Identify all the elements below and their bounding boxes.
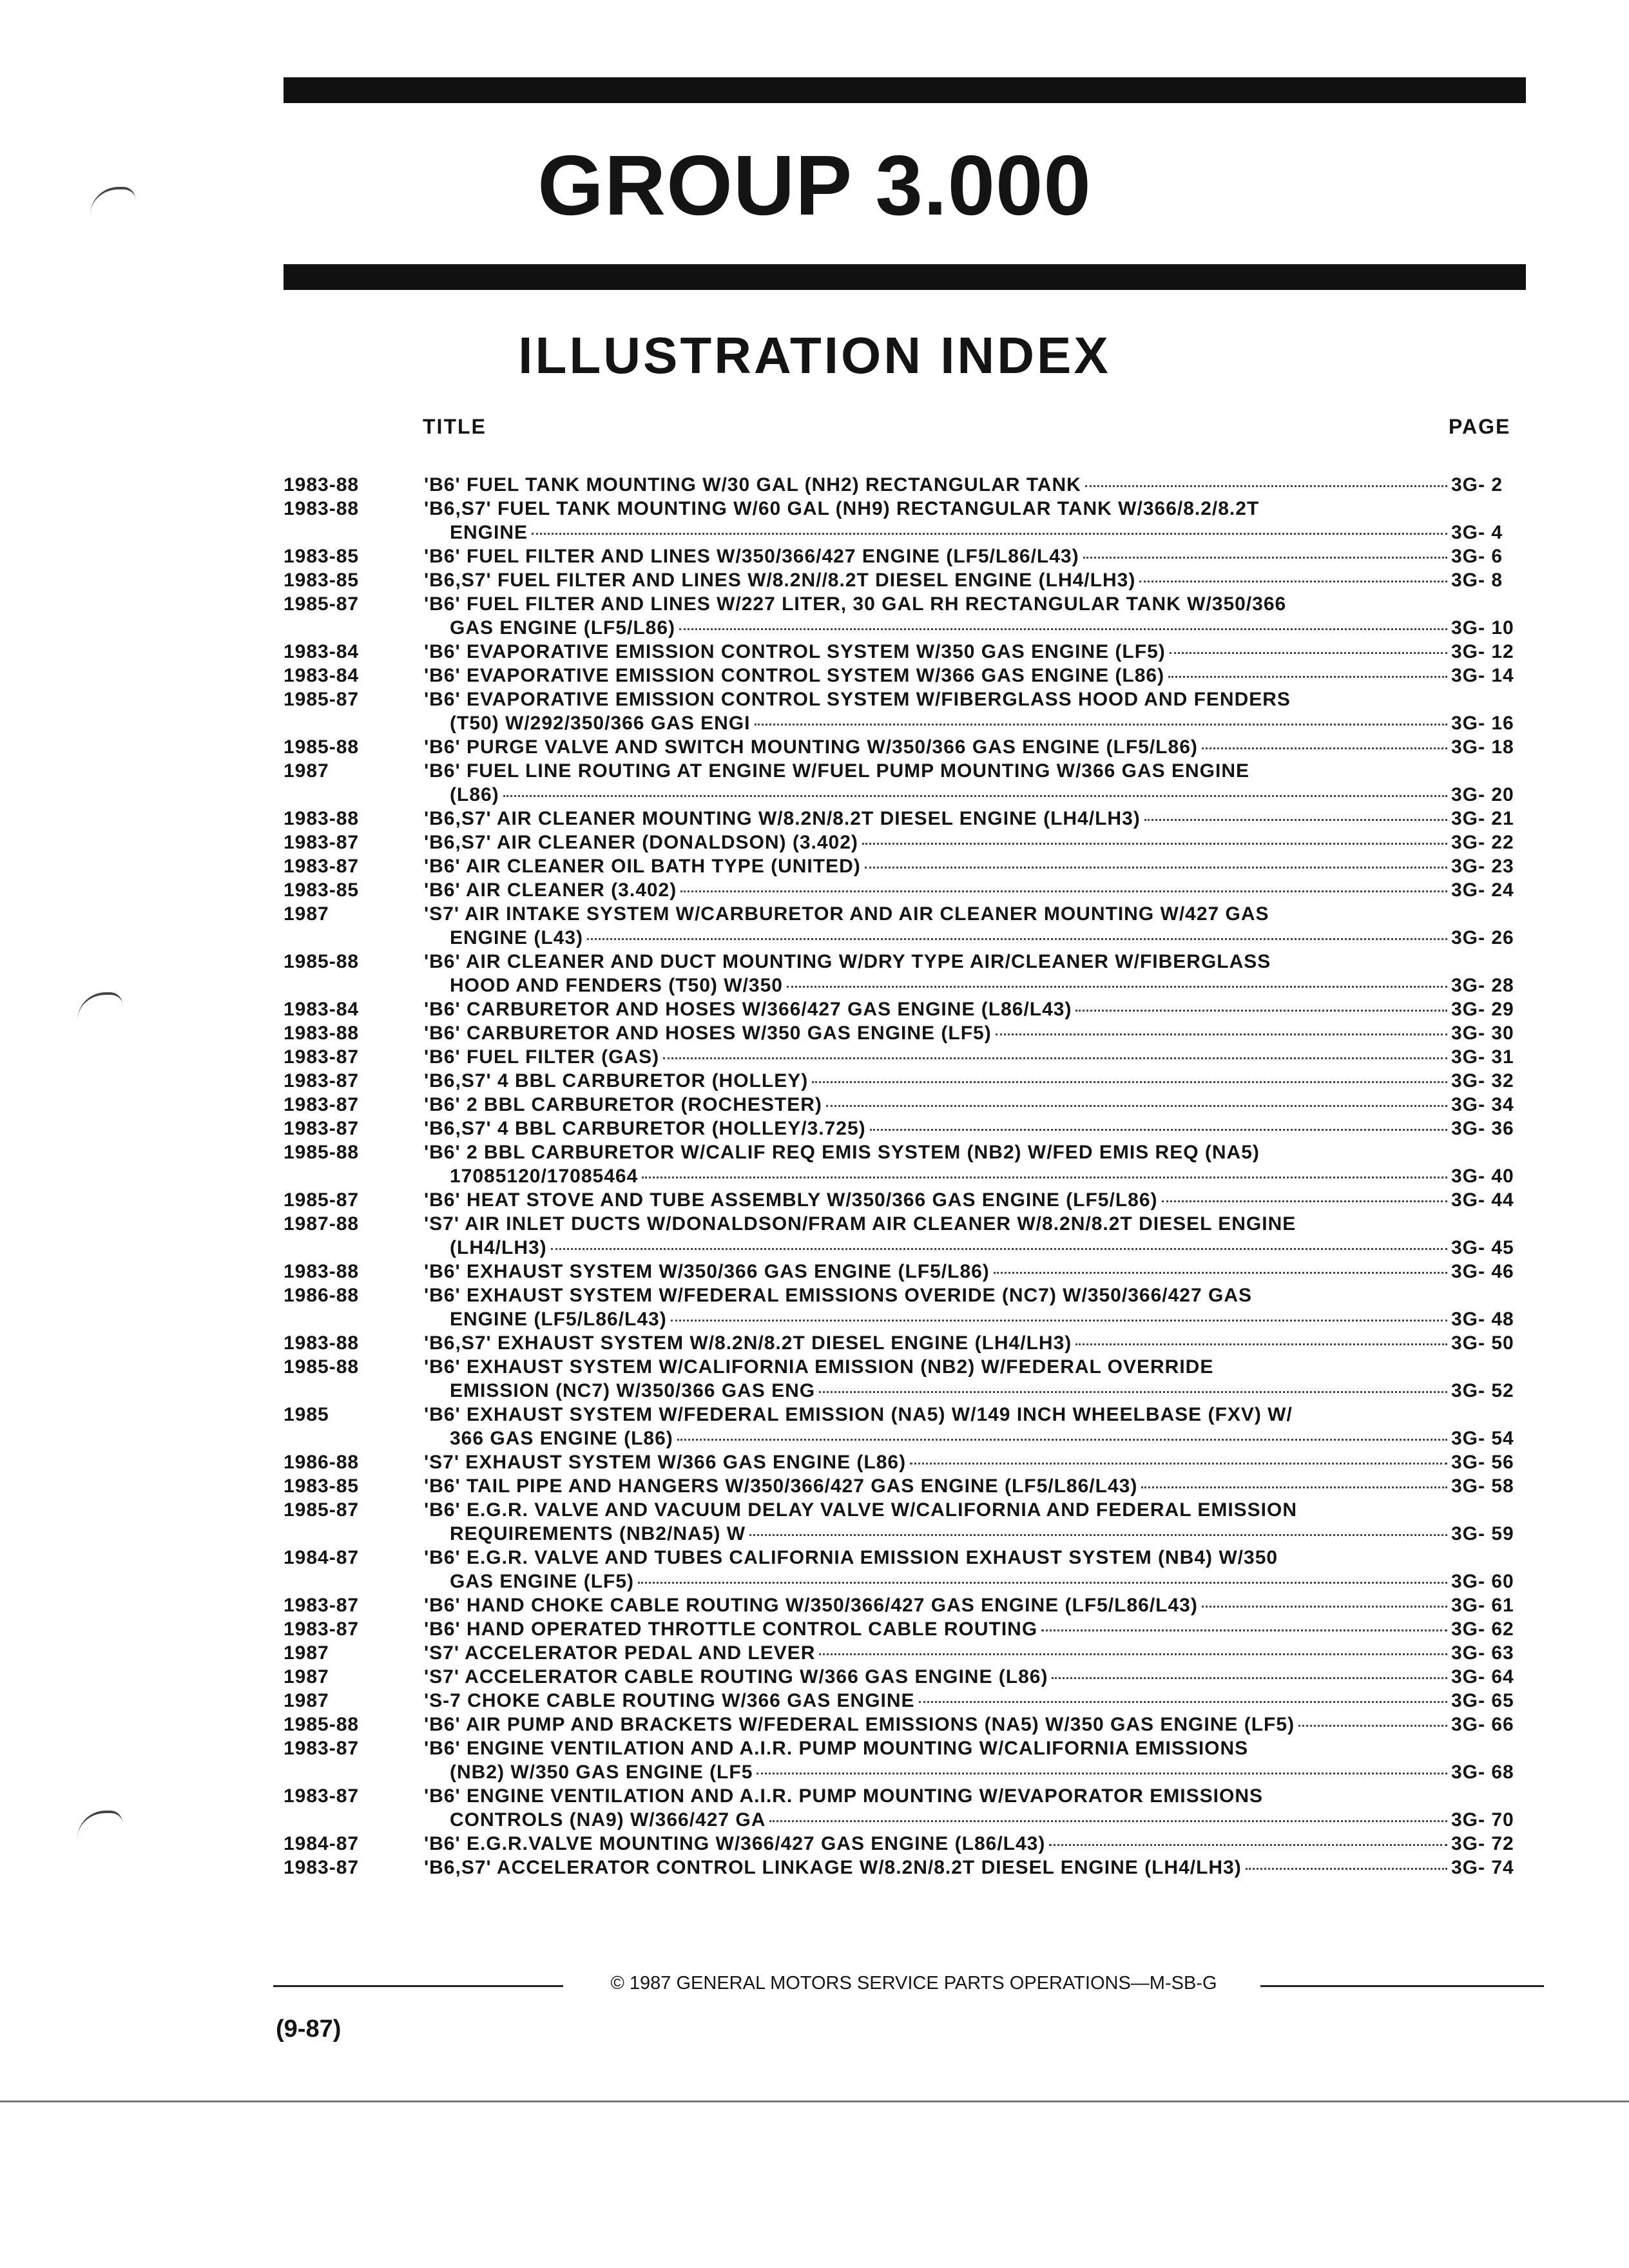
- entry-page: 3G- 10: [1451, 617, 1514, 639]
- entry-title: 'B6' EVAPORATIVE EMISSION CONTROL SYSTEM W/FIBERGLASS HOOD AND FENDERS: [424, 689, 1291, 710]
- entry-title: 'B6' FUEL LINE ROUTING AT ENGINE W/FUEL PUMP MOUNTING W/366 GAS ENGINE: [424, 760, 1250, 782]
- entry-page: 3G- 34: [1451, 1094, 1514, 1115]
- entry-page: 3G- 14: [1451, 665, 1514, 686]
- index-entry: [284, 664, 1527, 687]
- entry-page: 3G- 60: [1451, 1571, 1514, 1592]
- footer-copyright: © 1987 GENERAL MOTORS SERVICE PARTS OPERATIONS—M-SB-G: [610, 1973, 1217, 1994]
- index-entry: [284, 831, 1527, 854]
- page-code: (9-87): [276, 2015, 342, 2042]
- dot-leader: [862, 843, 1447, 845]
- entry-title: ENGINE (L43): [450, 927, 584, 948]
- entry-years: 1986-88: [284, 1452, 360, 1473]
- entry-years: 1985: [284, 1404, 329, 1425]
- entry-title: EMISSION (NC7) W/350/366 GAS ENG: [450, 1380, 816, 1401]
- illustration-index-list: [284, 473, 1527, 1879]
- dot-leader: [1083, 557, 1447, 559]
- entry-title: 'S7' ACCELERATOR CABLE ROUTING W/366 GAS ENGINE (L86): [424, 1666, 1048, 1687]
- dot-leader: [1144, 819, 1447, 821]
- entry-title: GAS ENGINE (LF5): [450, 1571, 635, 1592]
- entry-page: 3G- 24: [1451, 879, 1514, 901]
- dot-leader: [749, 1534, 1447, 1536]
- entry-title: 'B6,S7' EXHAUST SYSTEM W/8.2N/8.2T DIESEL ENGINE (LH4/LH3): [424, 1332, 1072, 1354]
- entry-title: 'B6' HEAT STOVE AND TUBE ASSEMBLY W/350/366 GAS ENGINE (LF5/L86): [424, 1189, 1158, 1211]
- dot-leader: [755, 724, 1447, 726]
- index-entry: [284, 1713, 1527, 1736]
- index-entry: [284, 1665, 1527, 1689]
- entry-years: 1983-88: [284, 1261, 360, 1282]
- entry-title: 'B6' EXHAUST SYSTEM W/FEDERAL EMISSIONS OVERIDE (NC7) W/350/366/427 GAS: [424, 1285, 1252, 1306]
- index-entry: [284, 1689, 1527, 1713]
- entry-years: 1987: [284, 760, 329, 782]
- entry-years: 1985-88: [284, 1356, 360, 1378]
- dot-leader: [787, 986, 1447, 988]
- footer-rule-right: [1260, 1985, 1544, 1987]
- entry-years: 1985-88: [284, 951, 360, 972]
- index-entry: [284, 1617, 1527, 1641]
- index-entry: [284, 592, 1527, 640]
- entry-years: 1987: [284, 1690, 329, 1711]
- entry-years: 1983-88: [284, 474, 360, 495]
- entry-years: 1983-87: [284, 832, 360, 853]
- dot-leader: [1141, 1486, 1447, 1488]
- bottom-rule: [0, 2100, 1629, 2102]
- entry-years: 1984-87: [284, 1833, 360, 1854]
- dot-leader: [1049, 1844, 1447, 1846]
- entry-title: 'B6' TAIL PIPE AND HANGERS W/350/366/427 GAS ENGINE (LF5/L86/L43): [424, 1475, 1138, 1497]
- entry-page: 3G- 29: [1451, 999, 1514, 1020]
- dot-leader: [757, 1773, 1447, 1774]
- header-bar-bottom: [284, 264, 1526, 290]
- entry-years: 1985-87: [284, 1499, 360, 1521]
- index-entry: [284, 1260, 1527, 1283]
- entry-page: 3G- 16: [1451, 713, 1514, 734]
- dot-leader: [994, 1272, 1447, 1274]
- entry-years: 1983-85: [284, 570, 360, 591]
- index-entry: [284, 1856, 1527, 1879]
- entry-page: 3G- 6: [1451, 546, 1503, 567]
- entry-page: 3G- 28: [1451, 975, 1514, 996]
- dot-leader: [1202, 747, 1447, 749]
- dot-leader: [819, 1391, 1447, 1393]
- entry-page: 3G- 58: [1451, 1475, 1514, 1497]
- entry-title: 'B6,S7' FUEL FILTER AND LINES W/8.2N//8.2T DIESEL ENGINE (LH4/LH3): [424, 570, 1136, 591]
- dot-leader: [677, 1439, 1447, 1441]
- entry-page: 3G- 40: [1451, 1166, 1514, 1187]
- entry-title: 'B6,S7' FUEL TANK MOUNTING W/60 GAL (NH9) RECTANGULAR TANK W/366/8.2/8.2T: [424, 498, 1260, 519]
- entry-years: 1983-87: [284, 1046, 360, 1068]
- entry-title: 'B6,S7' ACCELERATOR CONTROL LINKAGE W/8.2N/8.2T DIESEL ENGINE (LH4/LH3): [424, 1857, 1242, 1878]
- dot-leader: [1202, 1606, 1447, 1608]
- index-entry: [284, 1403, 1527, 1450]
- entry-title: 'B6' AIR CLEANER OIL BATH TYPE (UNITED): [424, 856, 861, 877]
- dot-leader: [1162, 1200, 1447, 1202]
- column-header-page: PAGE: [1449, 415, 1511, 438]
- entry-title: HOOD AND FENDERS (T50) W/350: [450, 975, 783, 996]
- dot-leader: [642, 1177, 1447, 1178]
- entry-years: 1985-88: [284, 1142, 360, 1163]
- entry-title: 'B6' E.G.R. VALVE AND TUBES CALIFORNIA EMISSION EXHAUST SYSTEM (NB4) W/350: [424, 1547, 1278, 1568]
- entry-years: 1983-85: [284, 1475, 360, 1497]
- entry-title: 'B6' EXHAUST SYSTEM W/FEDERAL EMISSION (NA5) W/149 INCH WHEELBASE (FXV) W/: [424, 1404, 1293, 1425]
- entry-title: 'B6' PURGE VALVE AND SWITCH MOUNTING W/350/366 GAS ENGINE (LF5/L86): [424, 736, 1198, 758]
- entry-title: 17085120/17085464: [450, 1166, 639, 1187]
- entry-page: 3G- 30: [1451, 1023, 1514, 1044]
- entry-years: 1987: [284, 903, 329, 925]
- dot-leader: [819, 1653, 1447, 1655]
- index-title: ILLUSTRATION INDEX: [518, 327, 1111, 384]
- dot-leader: [1052, 1677, 1447, 1679]
- entry-title: 'B6' FUEL FILTER AND LINES W/227 LITER, 30 GAL RH RECTANGULAR TANK W/350/366: [424, 593, 1287, 615]
- index-entry: [284, 1069, 1527, 1093]
- entry-title: 'B6' ENGINE VENTILATION AND A.I.R. PUMP MOUNTING W/EVAPORATOR EMISSIONS: [424, 1785, 1264, 1807]
- entry-page: 3G- 32: [1451, 1070, 1514, 1091]
- index-entry: [284, 1283, 1527, 1331]
- index-entry: [284, 1546, 1527, 1593]
- entry-title: 'S7' EXHAUST SYSTEM W/366 GAS ENGINE (L86): [424, 1452, 907, 1473]
- entry-title: CONTROLS (NA9) W/366/427 GA: [450, 1809, 766, 1831]
- entry-title: 'B6' HAND OPERATED THROTTLE CONTROL CABLE ROUTING: [424, 1619, 1038, 1640]
- entry-title: (T50) W/292/350/366 GAS ENGI: [450, 713, 751, 734]
- entry-title: GAS ENGINE (LF5/L86): [450, 617, 676, 639]
- entry-title: 'B6,S7' 4 BBL CARBURETOR (HOLLEY): [424, 1070, 809, 1091]
- binder-hole-mark: [77, 992, 122, 1021]
- index-entry: [284, 1331, 1527, 1355]
- index-entry: [284, 1021, 1527, 1045]
- entry-title: 'B6' E.G.R.VALVE MOUNTING W/366/427 GAS ENGINE (L86/L43): [424, 1833, 1046, 1854]
- header-bar-top: [284, 77, 1526, 103]
- entry-years: 1987: [284, 1666, 329, 1687]
- entry-page: 3G- 45: [1451, 1237, 1514, 1258]
- entry-years: 1983-87: [284, 1738, 360, 1759]
- entry-years: 1984-87: [284, 1547, 360, 1568]
- entry-years: 1986-88: [284, 1285, 360, 1306]
- dot-leader: [671, 1320, 1447, 1321]
- entry-years: 1983-87: [284, 1785, 360, 1807]
- index-entry: [284, 1045, 1527, 1069]
- entry-page: 3G- 63: [1451, 1642, 1514, 1664]
- dot-leader: [551, 1248, 1447, 1250]
- entry-years: 1983-85: [284, 546, 360, 567]
- entry-years: 1983-88: [284, 1332, 360, 1354]
- index-entry: [284, 687, 1527, 735]
- dot-leader: [1085, 485, 1447, 487]
- entry-years: 1983-87: [284, 856, 360, 877]
- dot-leader: [812, 1081, 1447, 1083]
- entry-years: 1983-85: [284, 879, 360, 901]
- index-entry: [284, 1212, 1527, 1260]
- entry-page: 3G- 36: [1451, 1118, 1514, 1139]
- entry-title: 'B6' AIR CLEANER AND DUCT MOUNTING W/DRY TYPE AIR/CLEANER W/FIBERGLASS: [424, 951, 1271, 972]
- dot-leader: [769, 1820, 1447, 1822]
- dot-leader: [1075, 1343, 1447, 1345]
- group-title: GROUP 3.000: [537, 138, 1092, 233]
- index-entry: [284, 1832, 1527, 1856]
- dot-leader: [587, 938, 1447, 940]
- entry-title: 'B6' EVAPORATIVE EMISSION CONTROL SYSTEM W/350 GAS ENGINE (LF5): [424, 641, 1166, 662]
- dot-leader: [680, 890, 1447, 892]
- entry-years: 1985-88: [284, 1714, 360, 1735]
- dot-leader: [679, 628, 1447, 630]
- entry-page: 3G- 4: [1451, 522, 1503, 543]
- index-entry: [284, 1188, 1527, 1212]
- index-entry: [284, 497, 1527, 544]
- dot-leader: [865, 867, 1447, 869]
- entry-page: 3G- 20: [1451, 784, 1514, 805]
- entry-page: 3G- 61: [1451, 1595, 1514, 1616]
- entry-title: 'B6' CARBURETOR AND HOSES W/350 GAS ENGINE (LF5): [424, 1023, 992, 1044]
- dot-leader: [910, 1463, 1447, 1465]
- entry-page: 3G- 23: [1451, 856, 1514, 877]
- dot-leader: [919, 1701, 1447, 1703]
- dot-leader: [826, 1105, 1447, 1107]
- entry-title: 'B6' FUEL FILTER AND LINES W/350/366/427 ENGINE (LF5/L86/L43): [424, 546, 1079, 567]
- index-entry: [284, 878, 1527, 902]
- entry-title: 'S7' AIR INTAKE SYSTEM W/CARBURETOR AND AIR CLEANER MOUNTING W/427 GAS: [424, 903, 1269, 925]
- entry-page: 3G- 22: [1451, 832, 1514, 853]
- entry-title: (NB2) W/350 GAS ENGINE (LF5: [450, 1762, 753, 1783]
- entry-years: 1987-88: [284, 1213, 360, 1235]
- entry-years: 1985-87: [284, 1189, 360, 1211]
- entry-page: 3G- 64: [1451, 1666, 1514, 1687]
- index-entry: [284, 759, 1527, 807]
- entry-title: 'B6,S7' AIR CLEANER (DONALDSON) (3.402): [424, 832, 858, 853]
- entry-title: 'B6' CARBURETOR AND HOSES W/366/427 GAS ENGINE (L86/L43): [424, 999, 1072, 1020]
- entry-page: 3G- 56: [1451, 1452, 1514, 1473]
- entry-title: 'B6' FUEL FILTER (GAS): [424, 1046, 660, 1068]
- entry-title: 'B6' E.G.R. VALVE AND VACUUM DELAY VALVE W/CALIFORNIA AND FEDERAL EMISSION: [424, 1499, 1298, 1521]
- index-entry: [284, 1450, 1527, 1474]
- index-entry: [284, 1498, 1527, 1546]
- entry-years: 1985-87: [284, 689, 360, 710]
- index-entry: [284, 1736, 1527, 1784]
- dot-leader: [532, 533, 1447, 535]
- dot-leader: [1075, 1010, 1447, 1012]
- entry-years: 1983-88: [284, 808, 360, 829]
- entry-title: 'B6' HAND CHOKE CABLE ROUTING W/350/366/427 GAS ENGINE (LF5/L86/L43): [424, 1595, 1198, 1616]
- dot-leader: [996, 1033, 1447, 1035]
- entry-years: 1987: [284, 1642, 329, 1664]
- entry-title: ENGINE (LF5/L86/L43): [450, 1309, 667, 1330]
- entry-title: ENGINE: [450, 522, 528, 543]
- entry-title: 'B6,S7' AIR CLEANER MOUNTING W/8.2N/8.2T DIESEL ENGINE (LH4/LH3): [424, 808, 1141, 829]
- entry-title: 'B6' AIR PUMP AND BRACKETS W/FEDERAL EMISSIONS (NA5) W/350 GAS ENGINE (LF5): [424, 1714, 1295, 1735]
- index-entry: [284, 640, 1527, 664]
- entry-page: 3G- 54: [1451, 1428, 1514, 1449]
- entry-page: 3G- 26: [1451, 927, 1514, 948]
- entry-years: 1983-87: [284, 1118, 360, 1139]
- entry-years: 1985-87: [284, 593, 360, 615]
- entry-years: 1983-87: [284, 1070, 360, 1091]
- entry-title: (LH4/LH3): [450, 1237, 547, 1258]
- index-entry: [284, 1140, 1527, 1188]
- binder-hole-mark: [77, 1811, 122, 1839]
- entry-title: (L86): [450, 784, 499, 805]
- index-entry: [284, 473, 1527, 497]
- entry-page: 3G- 59: [1451, 1523, 1514, 1544]
- index-entry: [284, 1093, 1527, 1117]
- column-header-title: TITLE: [423, 415, 487, 438]
- dot-leader: [1139, 581, 1447, 582]
- dot-leader: [638, 1582, 1447, 1584]
- entry-years: 1983-88: [284, 1023, 360, 1044]
- index-entry: [284, 1117, 1527, 1140]
- entry-page: 3G- 8: [1451, 570, 1503, 591]
- entry-page: 3G- 72: [1451, 1833, 1514, 1854]
- entry-title: 366 GAS ENGINE (L86): [450, 1428, 673, 1449]
- dot-leader: [870, 1129, 1447, 1131]
- entry-title: 'B6' EXHAUST SYSTEM W/CALIFORNIA EMISSION (NB2) W/FEDERAL OVERRIDE: [424, 1356, 1214, 1378]
- entry-title: 'B6' ENGINE VENTILATION AND A.I.R. PUMP MOUNTING W/CALIFORNIA EMISSIONS: [424, 1738, 1249, 1759]
- entry-page: 3G- 68: [1451, 1762, 1514, 1783]
- entry-title: 'B6,S7' 4 BBL CARBURETOR (HOLLEY/3.725): [424, 1118, 866, 1139]
- entry-page: 3G- 2: [1451, 474, 1503, 495]
- entry-page: 3G- 46: [1451, 1261, 1514, 1282]
- entry-years: 1983-87: [284, 1857, 360, 1878]
- entry-page: 3G- 52: [1451, 1380, 1514, 1401]
- entry-title: 'B6' EXHAUST SYSTEM W/350/366 GAS ENGINE (LF5/L86): [424, 1261, 990, 1282]
- entry-page: 3G- 74: [1451, 1857, 1514, 1878]
- entry-page: 3G- 66: [1451, 1714, 1514, 1735]
- entry-title: 'S7' AIR INLET DUCTS W/DONALDSON/FRAM AIR CLEANER W/8.2N/8.2T DIESEL ENGINE: [424, 1213, 1296, 1235]
- dot-leader: [1246, 1868, 1447, 1870]
- entry-page: 3G- 12: [1451, 641, 1514, 662]
- entry-page: 3G- 31: [1451, 1046, 1514, 1068]
- entry-page: 3G- 70: [1451, 1809, 1514, 1831]
- entry-years: 1983-87: [284, 1094, 360, 1115]
- index-entry: [284, 807, 1527, 831]
- dot-leader: [503, 795, 1447, 797]
- entry-years: 1983-87: [284, 1619, 360, 1640]
- index-entry: [284, 854, 1527, 878]
- entry-page: 3G- 50: [1451, 1332, 1514, 1354]
- entry-years: 1983-84: [284, 999, 360, 1020]
- entry-title: 'S-7 CHOKE CABLE ROUTING W/366 GAS ENGINE: [424, 1690, 915, 1711]
- dot-leader: [663, 1057, 1447, 1059]
- index-entry: [284, 950, 1527, 997]
- footer-rule-left: [273, 1985, 563, 1987]
- entry-title: 'B6' AIR CLEANER (3.402): [424, 879, 677, 901]
- entry-years: 1983-87: [284, 1595, 360, 1616]
- index-entry: [284, 568, 1527, 592]
- index-entry: [284, 997, 1527, 1021]
- index-entry: [284, 544, 1527, 568]
- entry-title: 'B6' 2 BBL CARBURETOR W/CALIF REQ EMIS SYSTEM (NB2) W/FED EMIS REQ (NA5): [424, 1142, 1260, 1163]
- entry-page: 3G- 65: [1451, 1690, 1514, 1711]
- dot-leader: [1041, 1629, 1447, 1631]
- dot-leader: [1170, 652, 1447, 654]
- index-entry: [284, 1355, 1527, 1403]
- entry-years: 1985-88: [284, 736, 360, 758]
- entry-title: 'B6' EVAPORATIVE EMISSION CONTROL SYSTEM W/366 GAS ENGINE (L86): [424, 665, 1165, 686]
- entry-title: REQUIREMENTS (NB2/NA5) W: [450, 1523, 746, 1544]
- index-entry: [284, 1641, 1527, 1665]
- entry-page: 3G- 62: [1451, 1619, 1514, 1640]
- dot-leader: [1298, 1725, 1447, 1727]
- dot-leader: [1168, 676, 1447, 678]
- entry-page: 3G- 44: [1451, 1189, 1514, 1211]
- entry-title: 'B6' FUEL TANK MOUNTING W/30 GAL (NH2) RECTANGULAR TANK: [424, 474, 1081, 495]
- entry-years: 1983-84: [284, 641, 360, 662]
- entry-page: 3G- 21: [1451, 808, 1514, 829]
- index-entry: [284, 1593, 1527, 1617]
- index-entry: [284, 1474, 1527, 1498]
- entry-page: 3G- 18: [1451, 736, 1514, 758]
- entry-title: 'B6' 2 BBL CARBURETOR (ROCHESTER): [424, 1094, 822, 1115]
- entry-page: 3G- 48: [1451, 1309, 1514, 1330]
- entry-years: 1983-88: [284, 498, 360, 519]
- index-entry: [284, 902, 1527, 950]
- index-entry: [284, 1784, 1527, 1832]
- entry-title: 'S7' ACCELERATOR PEDAL AND LEVER: [424, 1642, 816, 1664]
- index-entry: [284, 735, 1527, 759]
- entry-years: 1983-84: [284, 665, 360, 686]
